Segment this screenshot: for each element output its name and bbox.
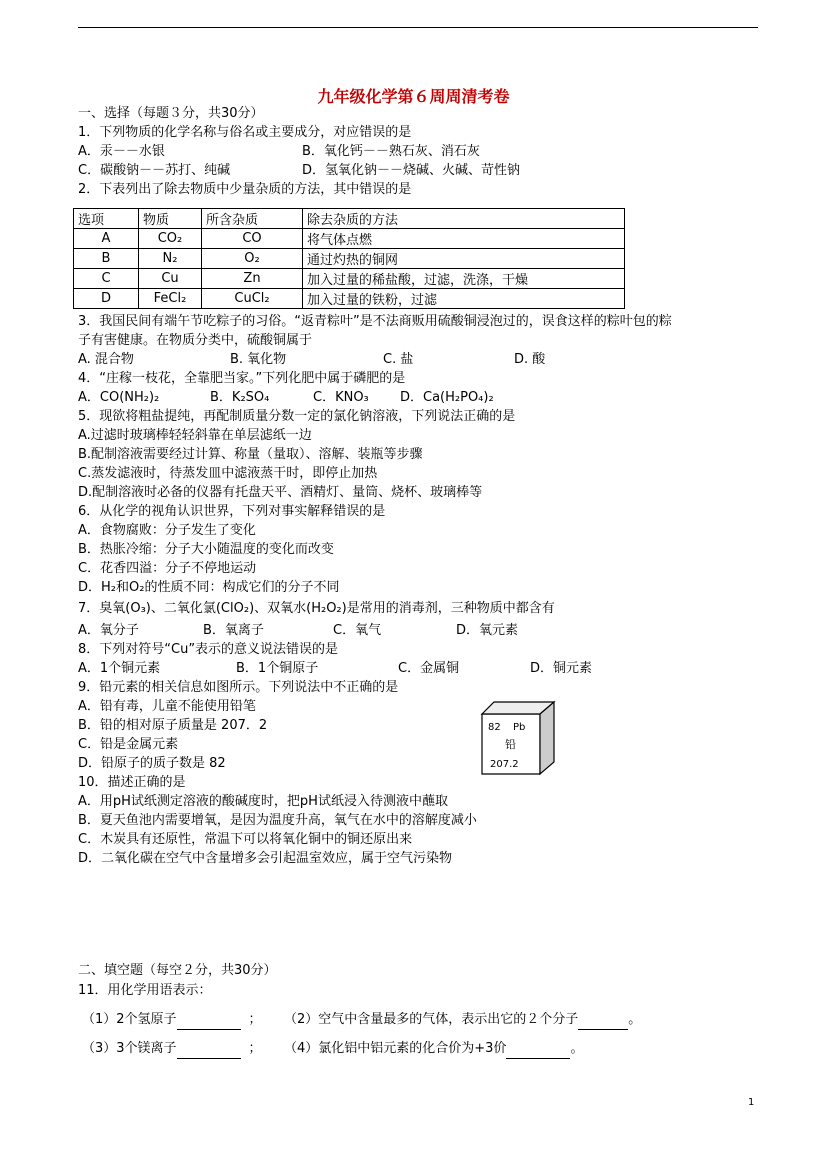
q11-part3-blank[interactable] xyxy=(177,1040,241,1059)
table-header: 除去杂质的方法 xyxy=(303,209,625,229)
q1-option-a: A．汞－－水银 xyxy=(78,144,165,159)
q2-stem: 2．下表列出了除去物质中少量杂质的方法，其中错误的是 xyxy=(78,182,412,197)
q9-stem: 9．铅元素的相关信息如图所示。下列说法中不正确的是 xyxy=(78,680,399,695)
table-cell: Cu xyxy=(139,269,202,289)
q11-part2 xyxy=(284,1011,641,1030)
impurity-table xyxy=(73,208,625,309)
header-rule xyxy=(78,27,758,28)
table-cell: N₂ xyxy=(139,249,202,269)
q11-part4 xyxy=(284,1040,583,1059)
q9-option-c: C．铅是金属元素 xyxy=(78,737,179,752)
q5-option-a: A.过滤时玻璃棒轻轻斜靠在单层滤纸一边 xyxy=(78,428,312,443)
q8-option-a: A．1个铜元素 xyxy=(78,661,161,676)
q3-option-b: B. 氧化物 xyxy=(230,352,287,367)
table-row xyxy=(74,249,625,269)
page-number: 1 xyxy=(748,1097,755,1108)
table-header: 选项 xyxy=(74,209,139,229)
table-cell: 将气体点燃 xyxy=(303,229,625,249)
table-cell: 加入过量的铁粉，过滤 xyxy=(303,289,625,309)
table-row xyxy=(74,269,625,289)
q1-option-d: D．氢氧化钠－－烧碱、火碱、苛性钠 xyxy=(302,163,521,178)
q7-option-b: B．氧离子 xyxy=(203,623,264,638)
cube-symbol: Pb xyxy=(513,722,526,733)
q11-part1-label: （1）2个氢原子 xyxy=(82,1012,177,1027)
q7-option-a: A．氧分子 xyxy=(78,623,139,638)
q4-option-a: A．CO(NH₂)₂ xyxy=(78,390,160,405)
table-header: 物质 xyxy=(139,209,202,229)
q10-option-d: D．二氧化碳在空气中含量增多会引起温室效应，属于空气污染物 xyxy=(78,851,453,866)
q11-part3-separator: ； xyxy=(248,1041,262,1056)
q11-part3-label: （3）3个镁离子 xyxy=(82,1041,177,1056)
q10-option-b: B．夏天鱼池内需要增氧，是因为温度升高，氧气在水中的溶解度减小 xyxy=(78,813,477,828)
table-header: 所含杂质 xyxy=(202,209,303,229)
table-cell: A xyxy=(74,229,139,249)
q7-option-d: D．氧元素 xyxy=(456,623,519,638)
table-cell: 通过灼热的铜网 xyxy=(303,249,625,269)
q1-option-c: C．碳酸钠－－苏打、纯碱 xyxy=(78,163,231,178)
q3-option-d: D. 酸 xyxy=(514,352,546,367)
q5-option-d: D.配制溶液时必备的仪器有托盘天平、酒精灯、量筒、烧杯、玻璃棒等 xyxy=(78,485,483,500)
table-cell: FeCl₂ xyxy=(139,289,202,309)
q4-option-d: D．Ca(H₂PO₄)₂ xyxy=(400,390,494,405)
table-cell: CuCl₂ xyxy=(202,289,303,309)
q11-part3 xyxy=(82,1040,262,1059)
q11-part2-blank[interactable] xyxy=(578,1011,628,1030)
table-header-row xyxy=(74,209,625,229)
q4-option-b: B．K₂SO₄ xyxy=(210,390,270,405)
q1-option-b: B．氧化钙－－熟石灰、消石灰 xyxy=(302,144,480,159)
q7-option-c: C．氧气 xyxy=(333,623,382,638)
q4-stem: 4．“庄稼一枝花，全靠肥当家。”下列化肥中属于磷肥的是 xyxy=(78,371,406,386)
q3-stem-line1: 3．我国民间有端午节吃粽子的习俗。“返青粽叶”是不法商贩用硫酸铜浸泡过的，误食这样的粽叶包的粽 xyxy=(78,314,672,329)
q6-stem: 6．从化学的视角认识世界，下列对事实解释错误的是 xyxy=(78,504,386,519)
q5-option-b: B.配制溶液需要经过计算、称量（量取）、溶解、装瓶等步骤 xyxy=(78,447,423,462)
q11-stem: 11．用化学用语表示： xyxy=(78,983,212,998)
q4-option-c: C．KNO₃ xyxy=(313,390,369,405)
q6-option-c: C．花香四溢：分子不停地运动 xyxy=(78,561,257,576)
q8-option-b: B．1个铜原子 xyxy=(236,661,319,676)
q1-stem: 1．下列物质的化学名称与俗名或主要成分，对应错误的是 xyxy=(78,125,412,140)
q8-option-c: C．金属铜 xyxy=(398,661,460,676)
table-cell: CO xyxy=(202,229,303,249)
table-cell: CO₂ xyxy=(139,229,202,249)
q11-part1-blank[interactable] xyxy=(177,1011,241,1030)
section2-heading: 二、填空题（每空２分，共30分） xyxy=(78,963,277,978)
lead-element-cube xyxy=(478,700,558,776)
q9-option-a: A．铅有毒，儿童不能使用铅笔 xyxy=(78,699,256,714)
q11-part4-end: 。 xyxy=(570,1041,584,1056)
q5-stem: 5．现欲将粗盐提纯，再配制质量分数一定的氯化钠溶液，下列说法正确的是 xyxy=(78,409,516,424)
q6-option-b: B．热胀冷缩：分子大小随温度的变化而改变 xyxy=(78,542,334,557)
page-title: 九年级化学第６周周清考卷 xyxy=(317,87,510,106)
q3-option-a: A. 混合物 xyxy=(78,352,134,367)
table-cell: O₂ xyxy=(202,249,303,269)
q6-option-d: D．H₂和O₂的性质不同：构成它们的分子不同 xyxy=(78,580,340,595)
q10-option-c: C．木炭具有还原性，常温下可以将氧化铜中的铜还原出来 xyxy=(78,832,413,847)
q11-part4-label: （4）氯化铝中铝元素的化合价为+3价 xyxy=(284,1041,507,1056)
q11-part2-label: （2）空气中含量最多的气体，表示出它的２个分子 xyxy=(284,1012,579,1027)
table-row xyxy=(74,289,625,309)
table-cell: 加入过量的稀盐酸，过滤，洗涤，干燥 xyxy=(303,269,625,289)
q3-option-c: C. 盐 xyxy=(383,352,414,367)
q11-part1-separator: ； xyxy=(248,1012,262,1027)
table-cell: D xyxy=(74,289,139,309)
table-cell: B xyxy=(74,249,139,269)
cube-atomic-mass: 207.2 xyxy=(490,759,519,770)
q11-part1 xyxy=(82,1011,262,1030)
table-row xyxy=(74,229,625,249)
table-cell: Zn xyxy=(202,269,303,289)
q6-option-a: A．食物腐败：分子发生了变化 xyxy=(78,523,256,538)
q8-stem: 8．下列对符号“Cu”表示的意义说法错误的是 xyxy=(78,642,339,657)
cube-element-name: 铅 xyxy=(505,738,516,751)
q11-part4-blank[interactable] xyxy=(506,1040,570,1059)
q9-option-d: D．铅原子的质子数是 82 xyxy=(78,756,226,771)
cube-atomic-number: 82 xyxy=(488,722,501,733)
q5-option-c: C.蒸发滤液时，待蒸发皿中滤液蒸干时，即停止加热 xyxy=(78,466,378,481)
q9-option-b: B．铅的相对原子质量是 207．2 xyxy=(78,718,268,733)
q3-stem-line2: 子有害健康。在物质分类中，硫酸铜属于 xyxy=(78,333,313,348)
q11-part2-end: 。 xyxy=(628,1012,642,1027)
q8-option-d: D．铜元素 xyxy=(530,661,593,676)
table-cell: C xyxy=(74,269,139,289)
q10-stem: 10．描述正确的是 xyxy=(78,775,186,790)
q10-option-a: A．用pH试纸测定溶液的酸碱度时，把pH试纸浸入待测液中蘸取 xyxy=(78,794,448,809)
section1-heading: 一、选择（每题３分，共30分） xyxy=(78,106,264,121)
q7-stem: 7．臭氧(O₃)、二氧化氯(ClO₂)、双氧水(H₂O₂)是常用的消毒剂，三种物质中都含有 xyxy=(78,601,555,616)
